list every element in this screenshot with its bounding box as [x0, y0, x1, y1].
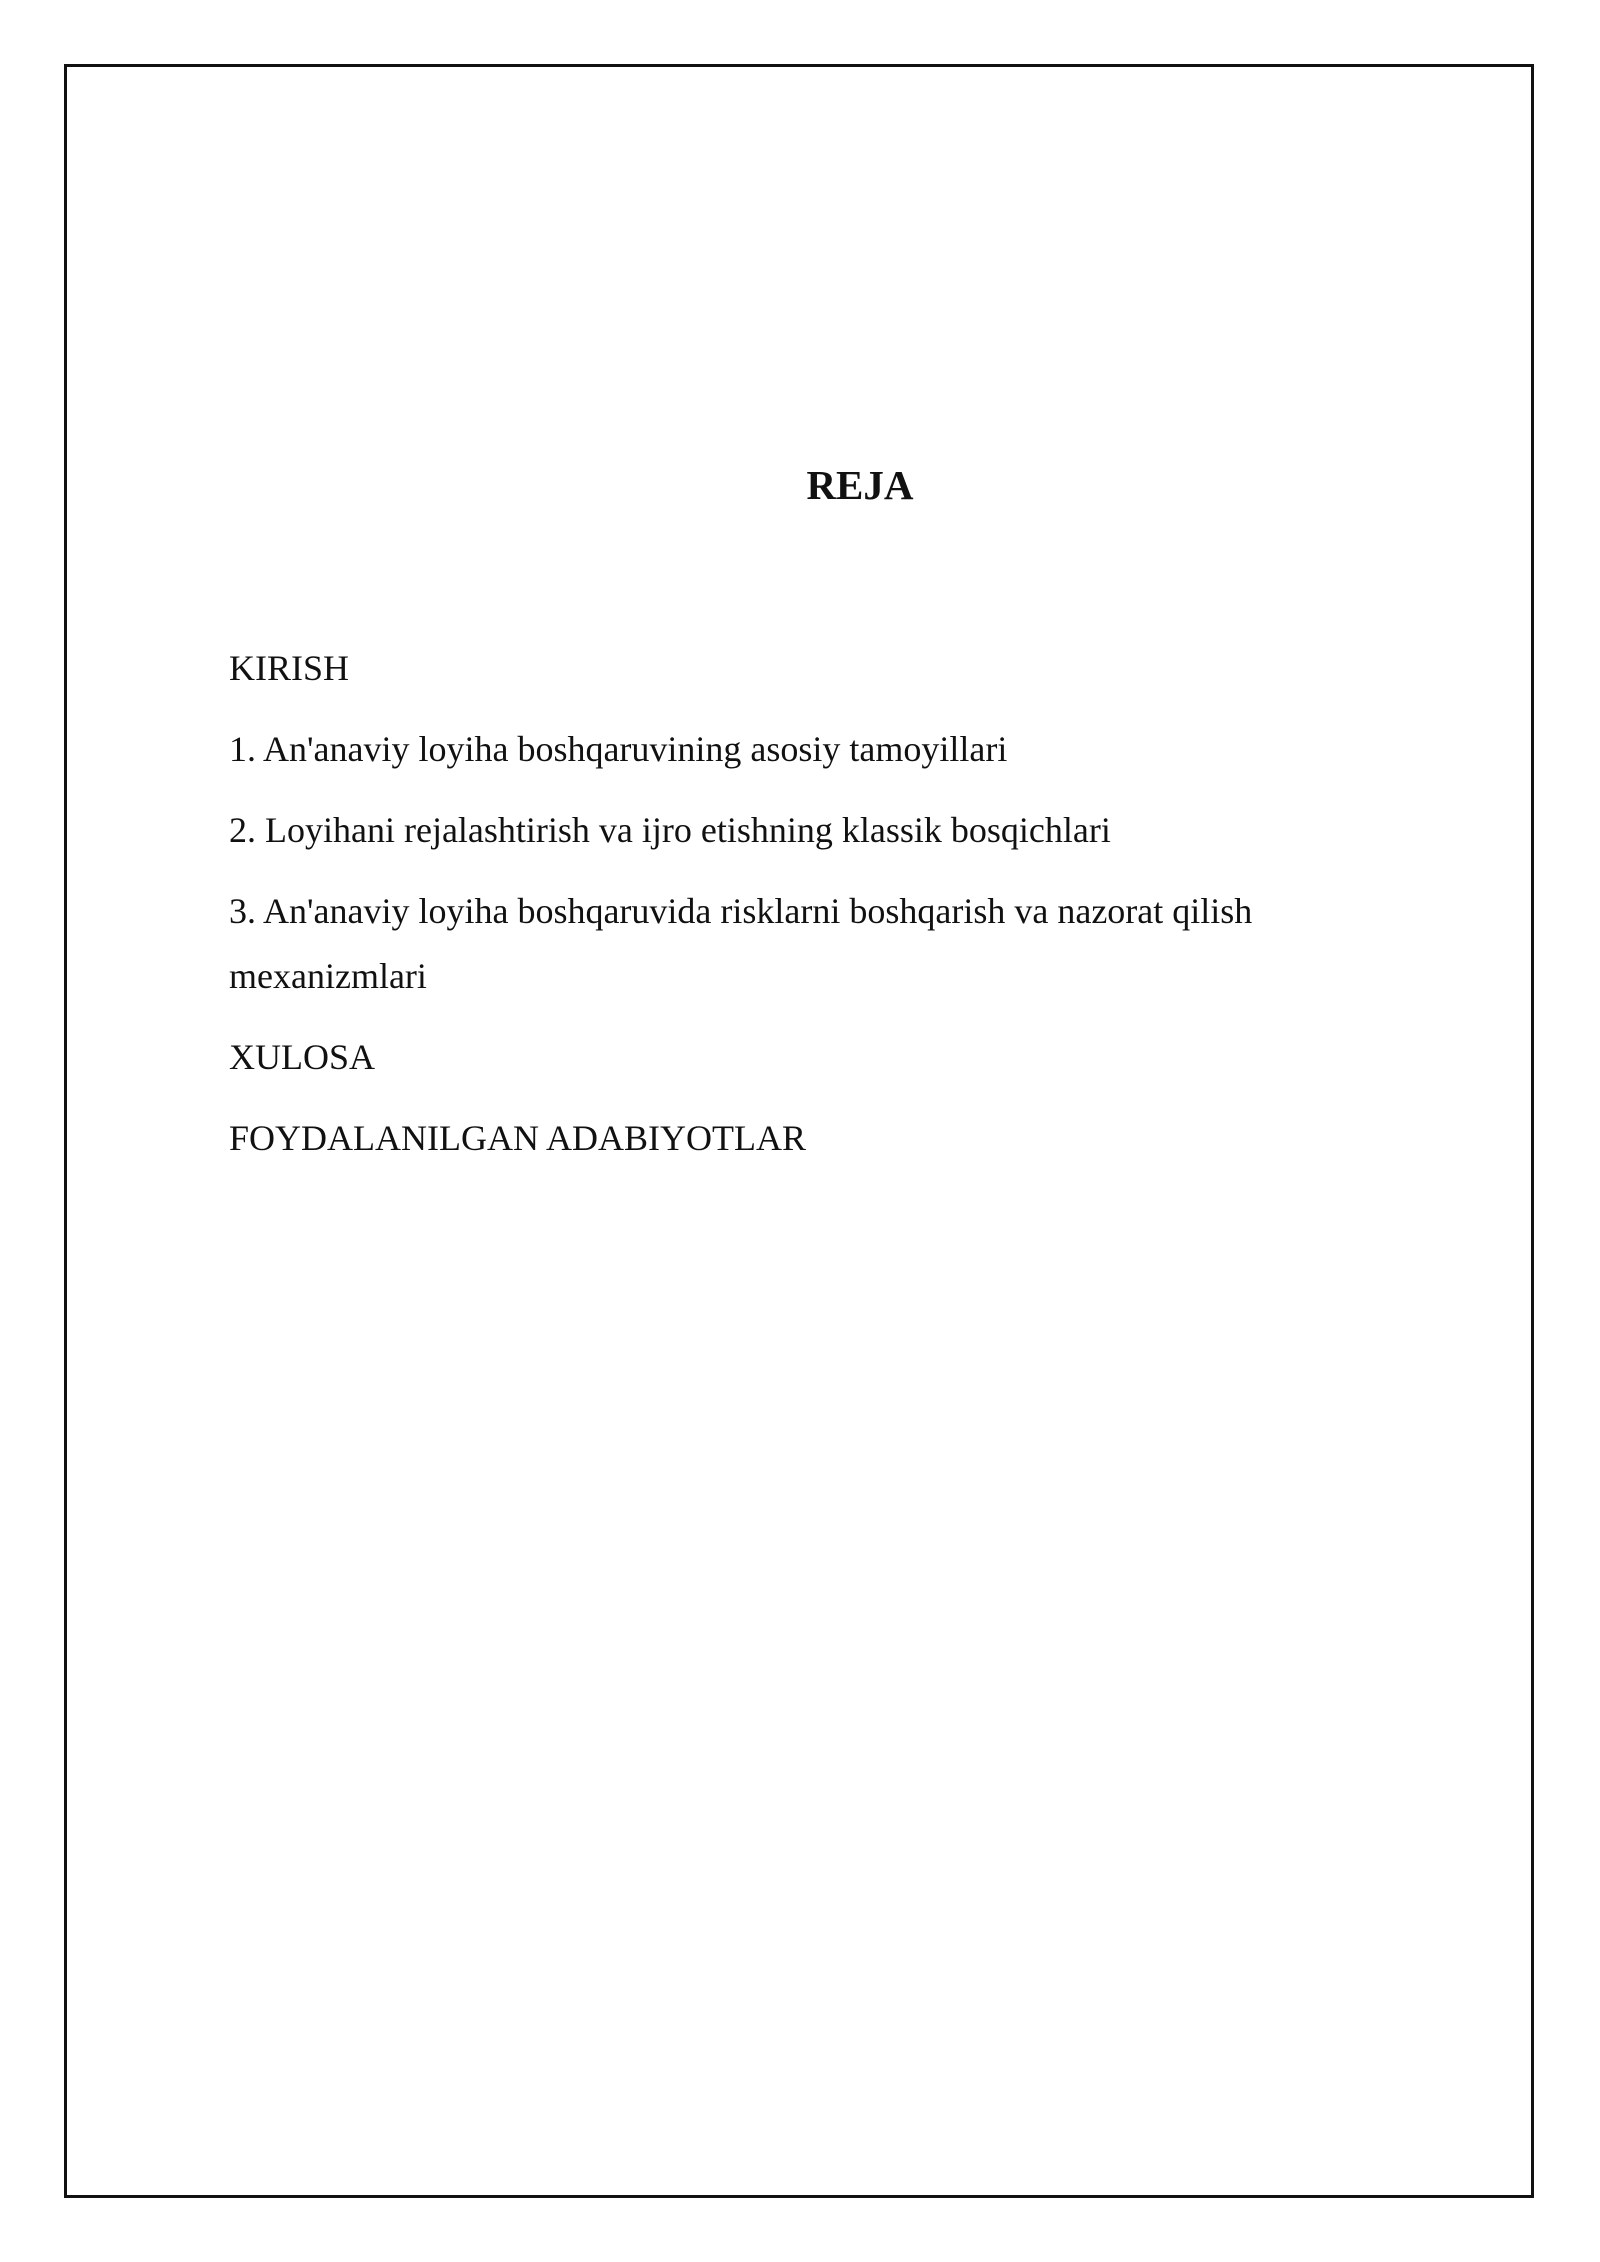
plan-item-references: FOYDALANILGAN ADABIYOTLAR [229, 1118, 806, 1158]
plan-item-introduction: KIRISH [229, 648, 350, 688]
plan-item-2: 2. Loyihani rejalashtirish va ijro etishning klassik bosqichlari [229, 810, 1111, 850]
page-title: REJA [806, 462, 914, 508]
plan-item-3: 3. An'anaviy loyiha boshqaruvida risklarni boshqarish va nazorat qilish mexanizmlari [229, 891, 1253, 996]
plan-item-1: 1. An'anaviy loyiha boshqaruvining asosiy tamoyillari [229, 729, 1008, 769]
plan-item-conclusion: XULOSA [229, 1037, 376, 1077]
plan-list [229, 636, 1379, 1187]
